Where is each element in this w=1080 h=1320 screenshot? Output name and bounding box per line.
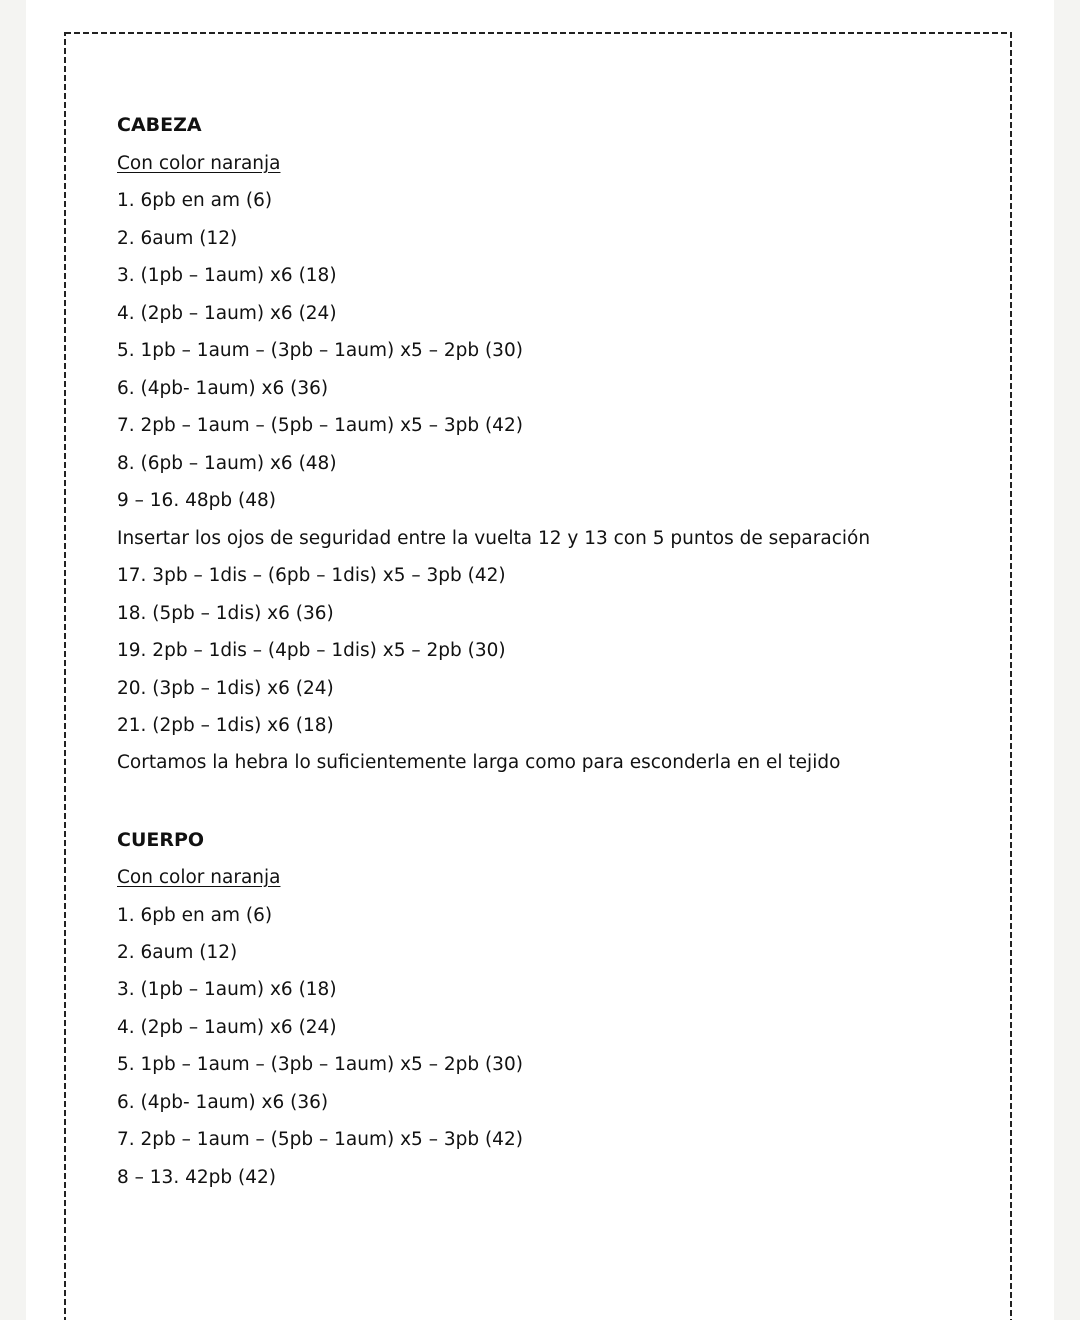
pattern-note: Insertar los ojos de seguridad entre la vuelta 12 y 13 con 5 puntos de separación [117, 528, 871, 549]
pattern-line: 9 – 16. 48pb (48) [117, 490, 276, 511]
pattern-line: 17. 3pb – 1dis – (6pb – 1dis) x5 – 3pb (42) [117, 565, 506, 586]
pattern-line: 5. 1pb – 1aum – (3pb – 1aum) x5 – 2pb (30) [117, 1054, 523, 1075]
pattern-line: 21. (2pb – 1dis) x6 (18) [117, 715, 334, 736]
pattern-line: 5. 1pb – 1aum – (3pb – 1aum) x5 – 2pb (30) [117, 340, 523, 361]
pattern-line: 1. 6pb en am (6) [117, 905, 273, 926]
section-subtitle-cabeza: Con color naranja [117, 153, 281, 174]
pattern-line: 8. (6pb – 1aum) x6 (48) [117, 453, 337, 474]
section-subtitle-cuerpo: Con color naranja [117, 867, 281, 888]
pattern-line: 8 – 13. 42pb (42) [117, 1167, 276, 1188]
pattern-line: 20. (3pb – 1dis) x6 (24) [117, 678, 334, 699]
pattern-line: 4. (2pb – 1aum) x6 (24) [117, 303, 337, 324]
pattern-line: 6. (4pb- 1aum) x6 (36) [117, 1092, 329, 1113]
pattern-line: 2. 6aum (12) [117, 228, 238, 249]
pattern-line: 2. 6aum (12) [117, 942, 238, 963]
pattern-line: 1. 6pb en am (6) [117, 190, 273, 211]
pattern-line: 18. (5pb – 1dis) x6 (36) [117, 603, 334, 624]
section-title-cabeza: CABEZA [117, 114, 202, 136]
pattern-line: 7. 2pb – 1aum – (5pb – 1aum) x5 – 3pb (42) [117, 1129, 523, 1150]
pattern-line: 19. 2pb – 1dis – (4pb – 1dis) x5 – 2pb (30) [117, 640, 506, 661]
pattern-line: 3. (1pb – 1aum) x6 (18) [117, 265, 337, 286]
section-title-cuerpo: CUERPO [117, 829, 205, 851]
pattern-line: 4. (2pb – 1aum) x6 (24) [117, 1017, 337, 1038]
pattern-note: Cortamos la hebra lo suficientemente larga como para esconderla en el tejido [117, 752, 841, 773]
pattern-line: 7. 2pb – 1aum – (5pb – 1aum) x5 – 3pb (42) [117, 415, 523, 436]
pattern-line: 6. (4pb- 1aum) x6 (36) [117, 378, 329, 399]
pattern-line: 3. (1pb – 1aum) x6 (18) [117, 979, 337, 1000]
